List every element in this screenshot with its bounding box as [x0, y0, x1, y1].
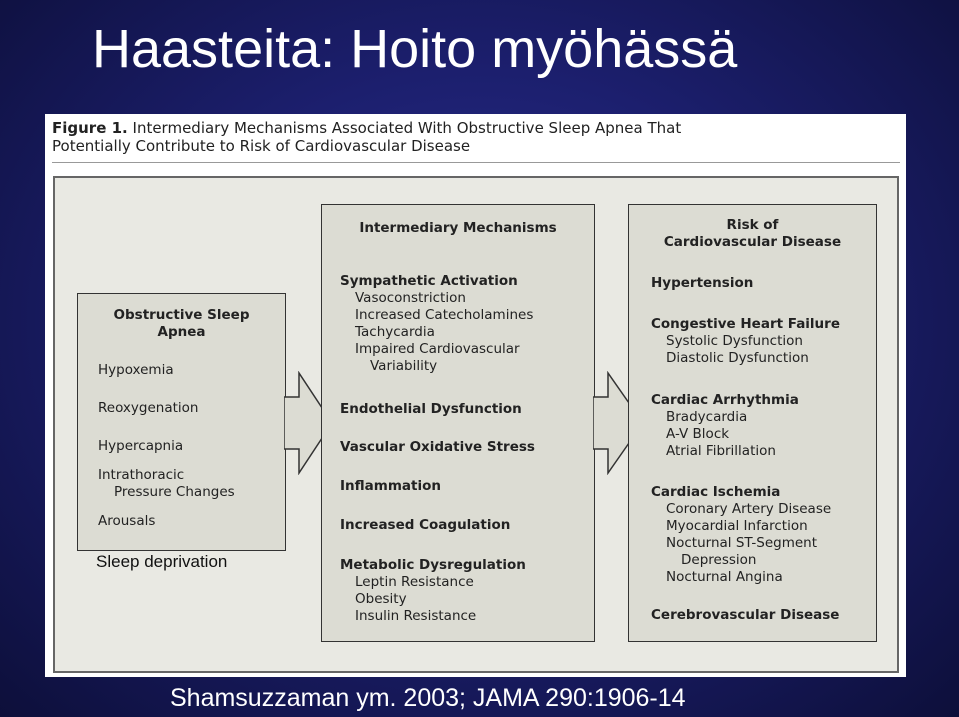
mechanism-line: Vascular Oxidative Stress	[340, 439, 535, 455]
osa-item: Hypoxemia	[98, 362, 174, 378]
osa-box	[77, 293, 286, 551]
osa-item: Pressure Changes	[114, 484, 235, 500]
risk-line: Cardiac Arrhythmia	[651, 392, 799, 408]
osa-item: Intrathoracic	[98, 467, 185, 483]
mechanism-line: Endothelial Dysfunction	[340, 401, 522, 417]
risk-line: Cerebrovascular Disease	[651, 607, 840, 623]
mechanism-line: Inflammation	[340, 478, 441, 494]
osa-box-title: Obstructive Sleep Apnea	[113, 307, 250, 340]
slide-title: Haasteita: Hoito myöhässä	[92, 19, 738, 79]
risk-line: Atrial Fibrillation	[666, 443, 776, 459]
sleep-deprivation-annotation: Sleep deprivation	[96, 552, 228, 571]
diagram-panel	[53, 176, 899, 673]
risk-line: Systolic Dysfunction	[666, 333, 803, 349]
mechanism-line: Increased Coagulation	[340, 517, 511, 533]
risk-box	[628, 204, 877, 642]
mechanism-line: Increased Catecholamines	[355, 307, 534, 323]
mechanism-line: Vasoconstriction	[355, 290, 466, 306]
osa-item: Hypercapnia	[98, 438, 184, 454]
mechanism-line: Obesity	[355, 591, 407, 607]
mechanisms-box-title: Intermediary Mechanisms	[359, 220, 557, 236]
mechanism-line: Metabolic Dysregulation	[340, 557, 526, 573]
mechanism-line: Tachycardia	[355, 324, 435, 340]
risk-line: Nocturnal Angina	[666, 569, 783, 585]
risk-line: Cardiac Ischemia	[651, 484, 781, 500]
risk-line: A-V Block	[666, 426, 730, 442]
mechanism-line: Impaired Cardiovascular	[355, 341, 520, 357]
mechanism-line: Insulin Resistance	[355, 608, 477, 624]
citation: Shamsuzzaman ym. 2003; JAMA 290:1906-14	[170, 684, 686, 712]
mechanism-line: Leptin Resistance	[355, 574, 474, 590]
risk-line: Coronary Artery Disease	[666, 501, 832, 517]
risk-line: Diastolic Dysfunction	[666, 350, 809, 366]
figure-caption	[52, 119, 897, 155]
risk-line: Myocardial Infarction	[666, 518, 808, 534]
risk-line: Bradycardia	[666, 409, 748, 425]
caption-line-1: Intermediary Mechanisms Associated With Obstructive Sleep Apnea That	[132, 119, 682, 137]
risk-line: Congestive Heart Failure	[651, 316, 840, 332]
risk-line: Nocturnal ST-Segment	[666, 535, 818, 551]
mechanisms-box	[321, 204, 595, 642]
caption-line-2: Potentially Contribute to Risk of Cardiovascular Disease	[52, 137, 471, 155]
risk-box-title: Risk of Cardiovascular Disease	[663, 217, 842, 250]
mechanism-line: Sympathetic Activation	[340, 273, 518, 289]
mechanism-line: Variability	[370, 358, 438, 374]
osa-item: Arousals	[98, 513, 156, 529]
figure-image	[45, 114, 906, 677]
osa-item: Reoxygenation	[98, 400, 199, 416]
figure-label: Figure 1.	[52, 119, 128, 137]
risk-line: Hypertension	[651, 275, 754, 291]
caption-divider	[52, 162, 900, 163]
risk-line: Depression	[681, 552, 757, 568]
